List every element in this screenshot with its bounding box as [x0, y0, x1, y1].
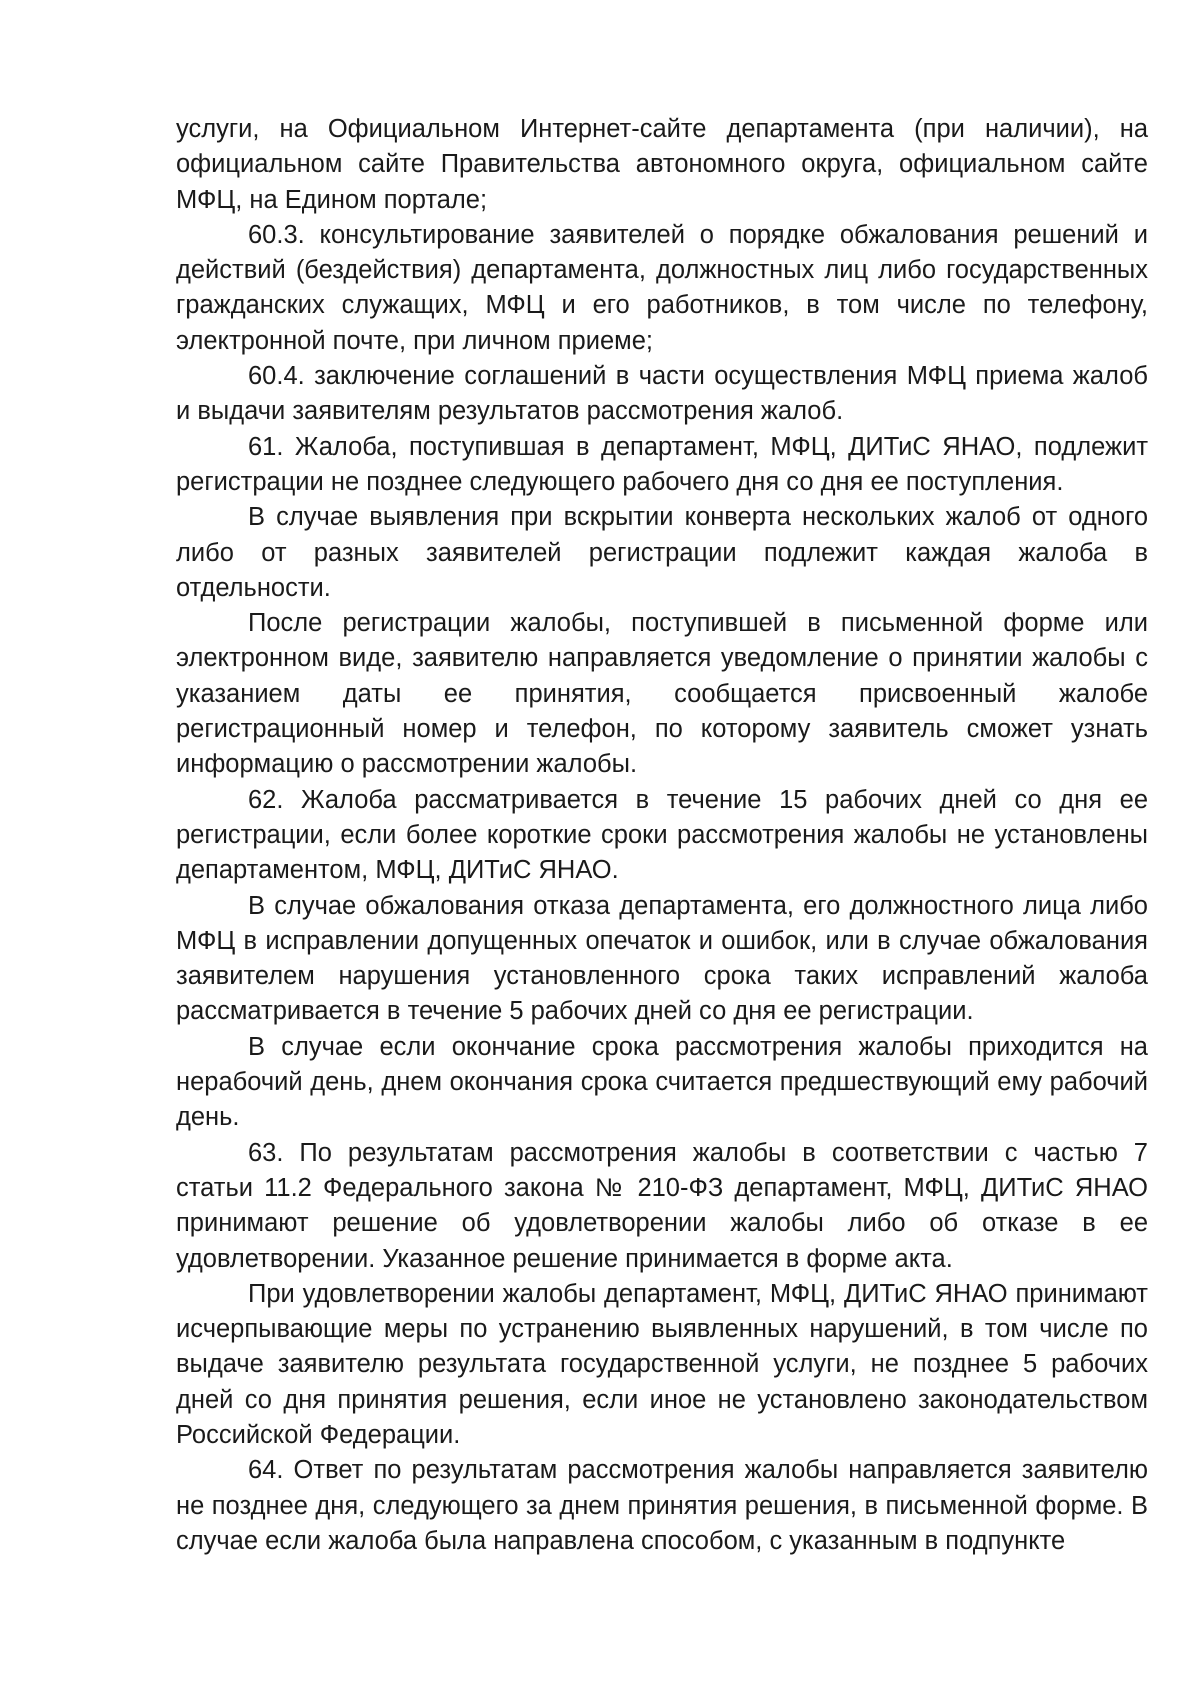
paragraph-62: 62. Жалоба рассматривается в течение 15 рабочих дней со дня ее регистрации, если более короткие сроки рассмотрения жалобы не установлены департаментом, МФЦ, ДИТиС ЯНАО. [176, 785, 1148, 885]
paragraph-62-corrections: В случае обжалования отказа департамента, его должностного лица либо МФЦ в исправлении допущенных опечаток и ошибок, или в случае обжалования заявителем нарушения установленного срока таких исправлений жалоба рассматривается в течение 5 рабочих дней со дня ее регистрации. [176, 891, 1148, 1026]
paragraph-61-envelope: В случае выявления при вскрытии конверта нескольких жалоб от одного либо от разных заявителей регистрации подлежит каждая жалоба в отдельности. [176, 503, 1148, 602]
paragraph-continuation: услуги, на Официальном Интернет-сайте департамента (при наличии), на официальном сайте Правительства автономного округа, официальном сайте МФЦ, на Едином портале; [176, 115, 1148, 214]
paragraph-60-3: 60.3. консультирование заявителей о порядке обжалования решений и действий (бездействия) департамента, должностных лиц либо государственных гражданских служащих, МФЦ и его работников, в том числе по телефону, электронной почте, при личном приеме; [176, 220, 1148, 355]
paragraph-63-satisfaction: При удовлетворении жалобы департамент, МФЦ, ДИТиС ЯНАО принимают исчерпывающие меры по устранению выявленных нарушений, в том числе по выдаче заявителю результата государственной услуги, не позднее 5 рабочих дней со дня принятия решения, если иное не установлено законодательством Российской Федерации. [176, 1279, 1148, 1449]
document-body [176, 112, 1148, 1559]
paragraph-61-notification: После регистрации жалобы, поступившей в письменной форме или электронном виде, заявителю направляется уведомление о принятии жалобы с указанием даты ее принятия, сообщается присвоенный жалобе регистрационный номер и телефон, по которому заявитель сможет узнать информацию о рассмотрении жалобы. [176, 609, 1148, 779]
paragraph-64: 64. Ответ по результатам рассмотрения жалобы направляется заявителю не позднее дня, следующего за днем принятия решения, в письменной форме. В случае если жалоба была направлена способом, с указанным в подпункте [176, 1456, 1148, 1555]
paragraph-63: 63. По результатам рассмотрения жалобы в соответствии с частью 7 статьи 11.2 Федерального закона № 210-ФЗ департамент, МФЦ, ДИТиС ЯНАО принимают решение об удовлетворении жалобы либо об отказе в ее удовлетворении. Указанное решение принимается в форме акта. [176, 1138, 1148, 1273]
paragraph-62-nonworking-day: В случае если окончание срока рассмотрения жалобы приходится на нерабочий день, днем окончания срока считается предшествующий ему рабочий день. [176, 1032, 1148, 1132]
paragraph-61: 61. Жалоба, поступившая в департамент, МФЦ, ДИТиС ЯНАО, подлежит регистрации не позднее следующего рабочего дня со дня ее поступления. [176, 432, 1148, 496]
paragraph-60-4: 60.4. заключение соглашений в части осуществления МФЦ приема жалоб и выдачи заявителям результатов рассмотрения жалоб. [176, 362, 1148, 426]
